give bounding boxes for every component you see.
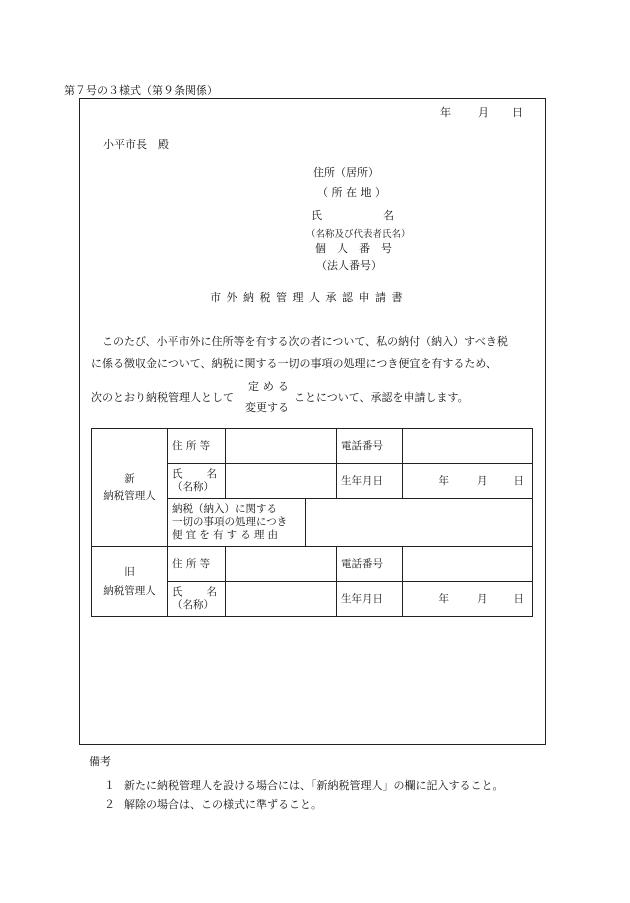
old-birth-month: 月 [477, 592, 488, 605]
new-phone-field[interactable] [403, 429, 533, 464]
old-address-row [92, 547, 533, 582]
date-month-label: 月 [478, 106, 489, 119]
body-line-2: に係る徴収金について、納税に関する一切の事項の処理につき便宜を有するため、 [91, 357, 497, 370]
new-birth-field[interactable] [403, 464, 533, 499]
applicant-name-label-1: 氏 [311, 209, 322, 222]
applicant-name-sub-label: （名称及び代表者氏名） [306, 229, 411, 240]
new-name-label-2: 名 [206, 468, 217, 480]
applicant-corporate-number-label: （法人番号） [316, 259, 382, 272]
addressee: 小平市長 殿 [103, 138, 169, 151]
new-name-sub: （名称） [172, 481, 214, 493]
reason-line-2: 一切の事項の処理につき [172, 516, 288, 528]
old-manager-label-2: 納税管理人 [103, 584, 156, 597]
applicant-name-label-2: 名 [383, 209, 394, 222]
old-phone-label: 電話番号 [337, 547, 403, 582]
tax-manager-table [91, 428, 533, 617]
old-manager-label-cell [92, 547, 168, 617]
new-reason-field[interactable] [306, 499, 533, 547]
new-manager-label-1: 新 [124, 472, 135, 485]
old-address-field[interactable] [226, 547, 337, 582]
form-number: 第７号の３様式（第９条関係） [64, 84, 218, 97]
new-reason-label-cell [168, 499, 306, 547]
remarks-heading: 備考 [89, 755, 111, 768]
new-address-field[interactable] [226, 429, 337, 464]
old-birth-year: 年 [438, 592, 449, 605]
form-frame [79, 98, 546, 745]
option-change: 変更する [245, 401, 289, 414]
new-birth-day: 日 [513, 474, 524, 487]
remarks-item-2-text: 解除の場合は、この様式に準ずること。 [124, 798, 322, 811]
old-birth-day: 日 [513, 592, 524, 605]
remarks-item-1-text: 新たに納税管理人を設ける場合には、「新納税管理人」の欄に記入すること。 [124, 779, 504, 792]
new-birth-label: 生年月日 [337, 464, 403, 499]
remarks-item-1-num: １ [104, 779, 115, 792]
remarks-item-2-num: ２ [104, 798, 115, 811]
body-line-1: このたび、小平市外に住所等を有する次の者について、私の納付（納入）すべき税 [102, 335, 508, 348]
new-name-field[interactable] [226, 464, 337, 499]
old-manager-label-1: 旧 [124, 565, 135, 578]
old-address-label: 住 所 等 [168, 547, 226, 582]
old-name-label-cell [168, 582, 226, 617]
remarks-item-2 [104, 796, 322, 812]
applicant-address-label: 住所（居所） [313, 166, 379, 179]
body-line-3-post: ことについて、承認を申請します。 [294, 391, 469, 404]
applicant-personal-number-label: 個 人 番 号 [315, 242, 392, 255]
old-birth-label: 生年月日 [337, 582, 403, 617]
new-name-label-1: 氏 [172, 468, 183, 480]
old-name-label-2: 名 [206, 586, 217, 598]
date-year-label: 年 [440, 106, 451, 119]
old-phone-field[interactable] [403, 547, 533, 582]
body-line-3-pre: 次のとおり納税管理人として [91, 391, 234, 404]
old-name-field[interactable] [226, 582, 337, 617]
new-birth-month: 月 [477, 474, 488, 487]
new-manager-label-2: 納税管理人 [103, 489, 156, 502]
new-name-label-cell [168, 464, 226, 499]
form-title: 市外納税管理人承認申請書 [210, 291, 408, 304]
option-define: 定める [248, 380, 293, 393]
old-name-sub: （名称） [172, 599, 214, 611]
new-manager-label-cell [92, 429, 168, 547]
date-day-label: 日 [512, 106, 523, 119]
new-birth-year: 年 [438, 474, 449, 487]
applicant-location-label: （ 所 在 地 ） [317, 186, 386, 199]
reason-line-1: 納税（納入）に関する [172, 503, 277, 515]
reason-line-3: 便宜を有する理由 [172, 529, 282, 541]
new-phone-label: 電話番号 [337, 429, 403, 464]
old-birth-field[interactable] [403, 582, 533, 617]
new-address-label: 住 所 等 [168, 429, 226, 464]
remarks-item-1 [104, 777, 504, 793]
old-name-label-1: 氏 [172, 586, 183, 598]
new-address-row [92, 429, 533, 464]
